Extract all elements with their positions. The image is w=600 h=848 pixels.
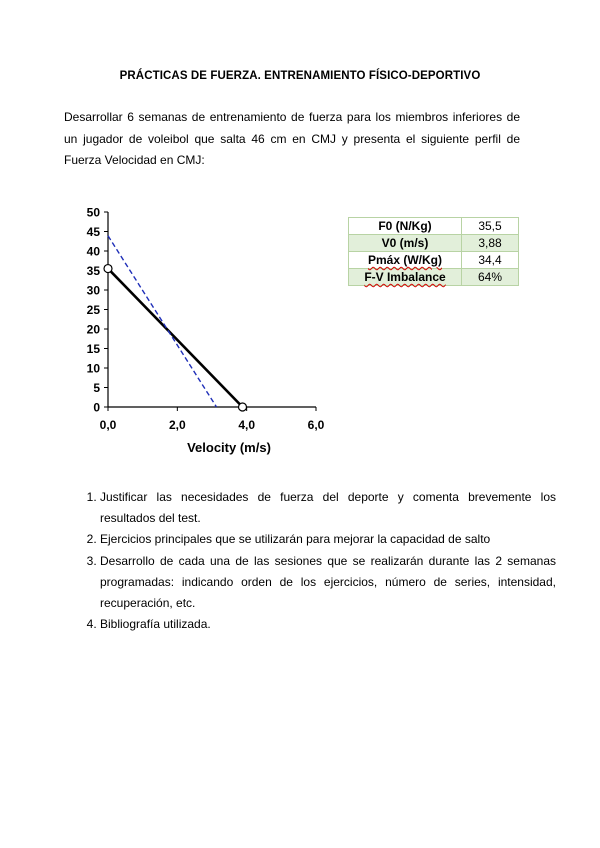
series-line <box>108 236 217 407</box>
data-point <box>104 265 112 273</box>
table-row <box>349 269 519 286</box>
page-title: PRÁCTICAS DE FUERZA. ENTRENAMIENTO FÍSICO-DEPORTIVO <box>119 70 481 82</box>
x-tick-label: 2,0 <box>168 418 186 432</box>
list-item: 2. Ejercicios principales que se utilizarán para mejorar la capacidad de salto <box>100 529 556 550</box>
table-value: 3,88 <box>462 235 519 252</box>
x-tick-label: 0,0 <box>99 418 117 432</box>
table-value: 34,4 <box>462 252 519 269</box>
y-tick-label: 35 <box>86 264 100 278</box>
x-axis-title: Velocity (m/s) <box>187 440 271 455</box>
list-item: 1. Justificar las necesidades de fuerza del deporte y comenta brevemente los resultados del test. <box>100 487 556 529</box>
table-row <box>349 252 519 269</box>
x-tick-label: 4,0 <box>238 418 256 432</box>
y-tick-label: 40 <box>86 244 100 259</box>
table-label: Pmáx (W/Kg) <box>349 252 462 269</box>
y-tick-label: 0 <box>93 400 100 415</box>
y-tick-label: 50 <box>86 205 100 220</box>
table-row <box>349 218 519 235</box>
y-tick-label: 10 <box>86 361 100 376</box>
y-tick-label: 30 <box>86 283 100 298</box>
list-item: 4. Bibliografía utilizada. <box>100 614 556 635</box>
y-tick-label: 15 <box>86 342 100 356</box>
data-point <box>239 403 247 411</box>
x-tick-label: 6,0 <box>307 418 325 432</box>
fv-table <box>348 217 519 286</box>
table-label: V0 (m/s) <box>349 235 462 252</box>
y-tick-label: 45 <box>86 225 100 239</box>
y-tick-label: 20 <box>86 322 100 337</box>
table-row <box>349 235 519 252</box>
table-label: F-V Imbalance <box>349 269 462 286</box>
task-list <box>64 487 556 635</box>
y-tick-label: 25 <box>86 303 100 317</box>
table-value: 35,5 <box>462 218 519 235</box>
intro-paragraph: Desarrollar 6 semanas de entrenamiento de fuerza para los miembros inferiores de un jugador de voleibol que salta 46 cm en CMJ y presenta el siguiente perfil de Fuerza Velocidad en CMJ: <box>64 110 520 167</box>
y-tick-label: 5 <box>93 381 100 395</box>
table-label: F0 (N/Kg) <box>349 218 462 235</box>
list-item: 3. Desarrollo de cada una de las sesiones que se realizarán durante las 2 semanas programadas: indicando orden de los ejercicios, número de series, intensidad, recuperación, etc. <box>100 551 556 615</box>
table-value: 64% <box>462 269 519 286</box>
series-line <box>108 269 243 407</box>
